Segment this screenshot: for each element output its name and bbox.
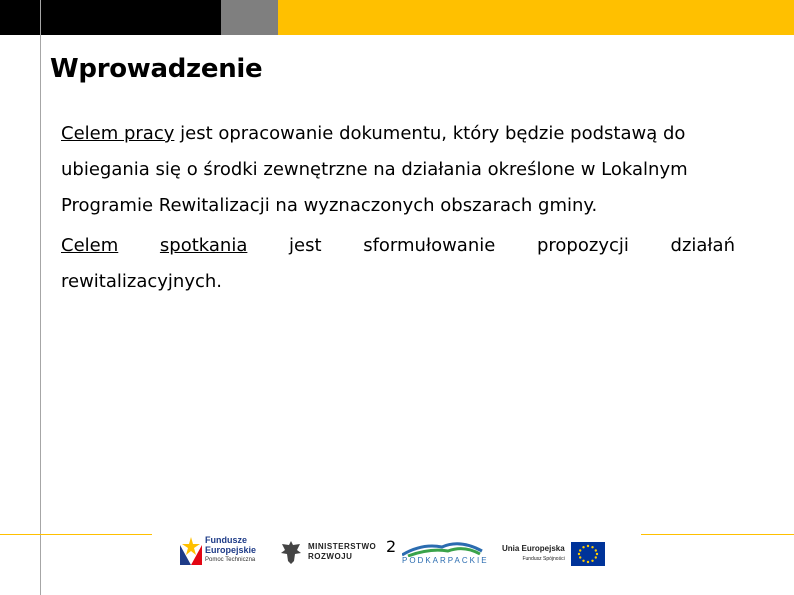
ministerstwo-line1: MINISTERSTWO <box>308 542 377 551</box>
fundusze-line3: Pomoc Techniczna <box>205 557 256 563</box>
fundusze-text <box>205 535 256 565</box>
paragraph-goal-of-meeting <box>61 228 735 300</box>
eu-flag-icon <box>571 542 605 566</box>
top-bar-black-segment <box>0 0 221 35</box>
paragraph1-lead: Celem pracy <box>61 123 175 144</box>
paragraph2-word-propozycji: propozycji <box>536 235 629 256</box>
paragraph2-word-dzialan: działań <box>670 235 735 256</box>
ministerstwo-rozwoju-logo <box>280 539 376 565</box>
podkarpackie-hills-icon <box>402 539 484 557</box>
fundusze-europejskie-logo <box>180 535 256 565</box>
ue-line1: Unia Europejska <box>502 544 565 553</box>
ue-text <box>502 544 565 564</box>
paragraph1-line3: Programie Rewitalizacji na wyznaczonych obszarach gminy. <box>61 195 598 216</box>
eagle-emblem-icon <box>280 539 302 565</box>
footer-logos <box>0 533 794 578</box>
ue-line2: Fundusz Spójności <box>522 556 565 562</box>
top-bar-yellow-segment <box>278 0 794 35</box>
paragraph2-word-jest: jest <box>289 235 322 256</box>
ministerstwo-line2: ROZWOJU <box>308 552 353 561</box>
unia-europejska-logo <box>502 542 605 566</box>
left-vertical-rule <box>40 0 41 595</box>
fundusze-line1: Fundusze <box>205 535 247 545</box>
paragraph-goal-of-work <box>61 116 735 224</box>
page-number: 2 <box>386 537 397 556</box>
paragraph2-line2: rewitalizacyjnych. <box>61 271 223 292</box>
paragraph2-word-sformulowanie: sformułowanie <box>363 235 496 256</box>
paragraph1-line1-rest: jest opracowanie dokumentu, który będzie podstawą do <box>174 123 686 144</box>
ministerstwo-text <box>308 542 376 562</box>
paragraph1-line2: ubiegania się o środki zewnętrzne na działania określone w Lokalnym <box>61 159 688 180</box>
paragraph1-line1 <box>61 116 735 152</box>
fundusze-line2: Europejskie <box>205 545 257 555</box>
podkarpackie-text: PODKARPACKIE <box>402 556 489 565</box>
top-bar <box>0 0 794 35</box>
paragraph2-word-celem: Celem <box>61 235 119 256</box>
paragraph2-line1 <box>61 228 735 264</box>
top-bar-gray-segment <box>221 0 278 35</box>
fundusze-star-icon <box>180 535 202 565</box>
slide-title: Wprowadzenie <box>50 54 263 84</box>
paragraph2-word-spotkania: spotkania <box>159 235 248 256</box>
